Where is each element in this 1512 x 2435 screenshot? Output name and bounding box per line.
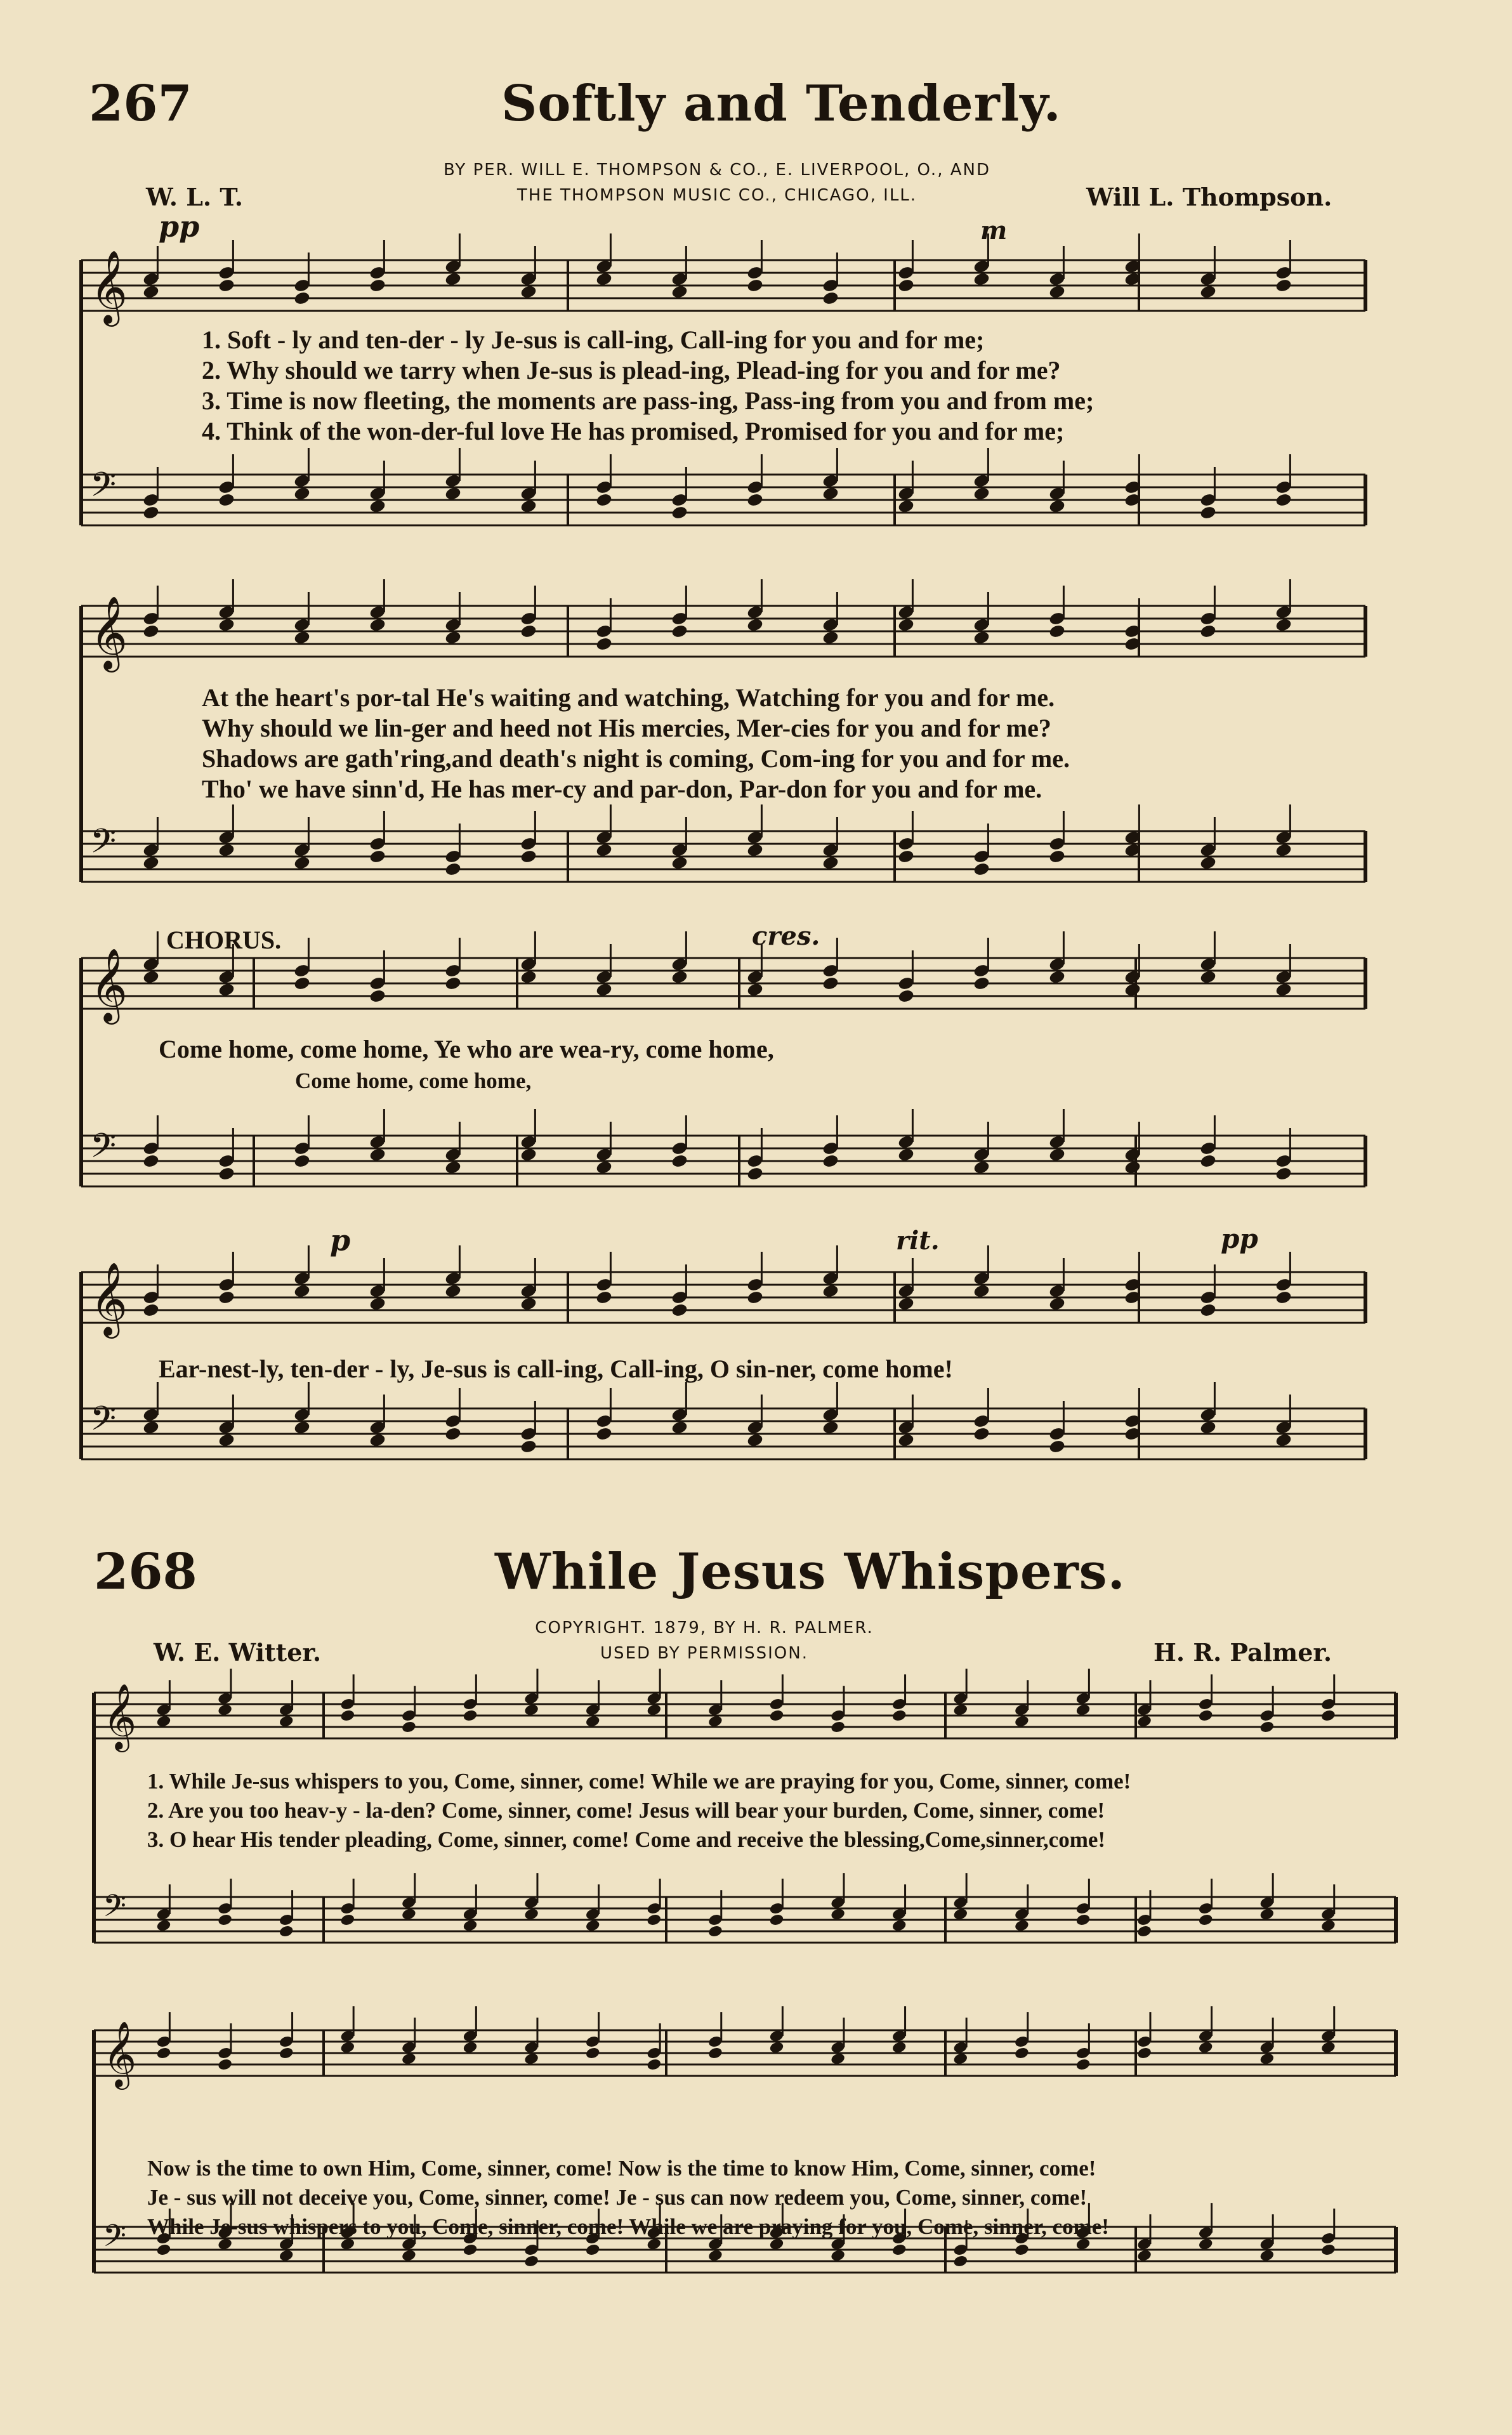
note-head — [293, 630, 311, 645]
note-head — [1048, 499, 1066, 514]
note-head — [520, 1147, 537, 1162]
note-head — [1136, 2046, 1152, 2059]
note-head — [218, 617, 235, 633]
note-head — [952, 1703, 968, 1716]
note-head — [830, 1907, 846, 1920]
note-head — [218, 278, 235, 293]
note-head — [822, 291, 839, 306]
treble-clef-icon: 𝄞 — [103, 2021, 137, 2087]
note-head — [1275, 617, 1292, 633]
note-head — [339, 1709, 355, 1722]
note-head — [1199, 969, 1217, 985]
note-head — [585, 2243, 601, 2256]
note-head — [671, 624, 688, 639]
note-head — [339, 1913, 355, 1926]
note-head — [156, 1714, 172, 1728]
note-head — [218, 843, 235, 858]
note-head — [822, 486, 839, 501]
chorus-line-1-bass: Come home, come home, — [295, 1068, 532, 1093]
note-head — [595, 272, 613, 287]
note-head — [1275, 1166, 1292, 1181]
note-head — [830, 2052, 846, 2065]
note-head — [444, 1426, 462, 1441]
note-head — [1014, 2046, 1030, 2059]
note-head — [1136, 1924, 1152, 1938]
note-head — [897, 1147, 915, 1162]
note-head — [746, 1433, 764, 1448]
note-head — [1259, 2248, 1275, 2262]
note-head — [1048, 1439, 1066, 1454]
note-head — [217, 1913, 233, 1926]
hymn268-verse-3-line-a: 3. O hear His tender pleading, Come, sinner, come! Come and receive the blessing,Come,sinner,come! — [147, 1827, 1106, 1852]
note-head — [279, 2046, 294, 2059]
dynamic-p: p — [330, 1223, 351, 1257]
note-head — [1199, 855, 1217, 870]
note-head — [671, 1303, 688, 1318]
dynamic-pp: pp — [159, 209, 200, 244]
note-head — [1075, 1703, 1091, 1716]
note-head — [293, 1283, 311, 1299]
note-head — [217, 1703, 233, 1716]
note-head — [369, 1147, 386, 1162]
note-head — [463, 1709, 478, 1722]
verse-3-line-b: Shadows are gath'ring,and death's night is coming, Com-ing for you and for me. — [202, 744, 1070, 773]
note-head — [1014, 1714, 1030, 1728]
note-head — [1048, 624, 1066, 639]
note-head — [891, 2243, 907, 2256]
verse-1-line-a: 1. Soft - ly and ten-der - ly Je-sus is call-ing, Call-ing for you and for me; — [202, 325, 985, 354]
note-head — [339, 2040, 355, 2054]
note-head — [520, 284, 537, 299]
bass-clef-icon: 𝄢 — [90, 1127, 117, 1174]
copyright-268 — [482, 1615, 926, 1666]
note-head — [1320, 1709, 1336, 1722]
note-head — [369, 988, 386, 1004]
hymn268-verse-1-line-a: 1. While Je-sus whispers to you, Come, sinner, come! While we are praying for you, Come, sinner, come! — [147, 1769, 1131, 1794]
copyright-line-1: COPYRIGHT. 1879, BY H. R. PALMER. — [535, 1618, 874, 1638]
note-head — [293, 1420, 311, 1435]
note-head — [1014, 2243, 1030, 2256]
note-head — [707, 2046, 723, 2059]
note-head — [369, 278, 386, 293]
note-head — [1198, 1709, 1214, 1722]
note-head — [595, 492, 613, 508]
dynamic-m: m — [980, 216, 1008, 246]
verse-4-line-a: 4. Think of the won-der-ful love He has promised, Promised for you and for me; — [202, 417, 1065, 445]
note-head — [523, 1703, 539, 1716]
treble-clef-icon: 𝄞 — [90, 595, 128, 669]
lyricist-267: W. L. T. — [146, 183, 244, 211]
note-head — [279, 2248, 294, 2262]
note-head — [1014, 1919, 1030, 1932]
note-head — [671, 1420, 688, 1435]
verse-3-line-a: 3. Time is now fleeting, the moments are pass-ing, Pass-ing from you and from me; — [202, 386, 1095, 415]
bass-clef-icon: 𝄢 — [103, 2218, 127, 2261]
verse-2-line-b: Why should we lin-ger and heed not His mercies, Mer-cies for you and for me? — [202, 714, 1051, 742]
hymn-title-267: Softly and Tenderly. — [501, 75, 1062, 133]
note-head — [585, 1919, 601, 1932]
note-head — [707, 2248, 723, 2262]
note-head — [1136, 1714, 1152, 1728]
note-head — [1198, 2237, 1214, 2250]
copyright-line-1: BY PER. WILL E. THOMPSON & CO., E. LIVERPOOL, O., AND — [444, 161, 990, 180]
note-head — [595, 1290, 613, 1305]
note-head — [444, 862, 462, 877]
chorus-line-1: Come home, come home, Ye who are wea-ry, come home, — [159, 1035, 774, 1063]
note-head — [1320, 2243, 1336, 2256]
note-head — [1275, 843, 1292, 858]
note-head — [897, 499, 915, 514]
note-head — [520, 499, 537, 514]
note-head — [1124, 982, 1141, 997]
verse-4-line-b: Tho' we have sinn'd, He has mer-cy and par-don, Par-don for you and for me. — [202, 775, 1042, 803]
note-head — [646, 1913, 662, 1926]
note-head — [707, 1924, 723, 1938]
note-head — [1048, 1296, 1066, 1311]
note-head — [1048, 849, 1066, 864]
note-head — [293, 291, 311, 306]
note-head — [897, 278, 915, 293]
note-head — [671, 855, 688, 870]
note-head — [897, 988, 915, 1004]
note-head — [218, 1433, 235, 1448]
treble-clef-icon: 𝄞 — [103, 1683, 137, 1750]
note-head — [952, 1907, 968, 1920]
note-head — [520, 1439, 537, 1454]
note-head — [1048, 1147, 1066, 1162]
note-head — [142, 1153, 160, 1169]
note-head — [897, 617, 915, 633]
note-head — [1048, 284, 1066, 299]
note-head — [891, 2040, 907, 2054]
note-head — [585, 2046, 601, 2059]
note-head — [156, 1919, 172, 1932]
note-head — [218, 1290, 235, 1305]
note-head — [595, 982, 613, 997]
note-head — [1199, 1420, 1217, 1435]
note-head — [293, 855, 311, 870]
chorus-label: CHORUS. — [166, 926, 282, 954]
note-head — [523, 2052, 539, 2065]
note-head — [1199, 505, 1217, 520]
note-head — [595, 1160, 613, 1175]
verse-1-line-b: At the heart's por-tal He's waiting and watching, Watching for you and for me. — [202, 683, 1055, 712]
note-head — [1199, 1303, 1217, 1318]
note-head — [142, 624, 160, 639]
note-head — [585, 1714, 601, 1728]
note-head — [1275, 492, 1292, 508]
note-head — [952, 2052, 968, 2065]
note-head — [822, 976, 839, 991]
note-head — [142, 969, 160, 985]
note-head — [822, 1283, 839, 1299]
note-head — [1124, 1160, 1141, 1175]
note-head — [1199, 624, 1217, 639]
note-head — [142, 855, 160, 870]
hymn268-verse-2-line-b: Je - sus will not deceive you, Come, sinner, come! Je - sus can now redeem you, Come, sinner, come! — [147, 2185, 1088, 2210]
note-head — [646, 2058, 662, 2071]
note-head — [1048, 969, 1066, 985]
bass-clef-icon: 𝄢 — [103, 1888, 127, 1931]
dynamic-pp-end: pp — [1221, 1223, 1258, 1254]
note-head — [769, 2040, 785, 2054]
note-head — [595, 843, 613, 858]
note-head — [1136, 2248, 1152, 2262]
note-head — [891, 1919, 907, 1932]
note-head — [973, 862, 990, 877]
note-head — [520, 1296, 537, 1311]
note-head — [156, 2046, 172, 2059]
note-head — [973, 272, 990, 287]
note-head — [1275, 1290, 1292, 1305]
note-head — [952, 2254, 968, 2268]
note-head — [1320, 2040, 1336, 2054]
note-head — [218, 982, 235, 997]
note-head — [156, 2243, 172, 2256]
note-head — [463, 2040, 478, 2054]
note-head — [830, 1720, 846, 1733]
note-head — [973, 976, 990, 991]
note-head — [830, 2248, 846, 2262]
note-head — [973, 630, 990, 645]
copyright-267 — [381, 157, 1053, 208]
note-head — [822, 855, 839, 870]
treble-clef-icon: 𝄞 — [90, 947, 128, 1021]
note-head — [401, 2052, 417, 2065]
note-head — [595, 1426, 613, 1441]
copyright-line-2: USED BY PERMISSION. — [600, 1644, 808, 1663]
note-head — [444, 1283, 462, 1299]
note-head — [1198, 2040, 1214, 2054]
note-head — [897, 849, 915, 864]
note-head — [822, 630, 839, 645]
hymn-number-268: 268 — [94, 1543, 197, 1601]
note-head — [293, 486, 311, 501]
note-head — [769, 1913, 785, 1926]
note-head — [444, 486, 462, 501]
note-head — [646, 1703, 662, 1716]
note-head — [595, 636, 613, 652]
note-head — [746, 278, 764, 293]
note-head — [822, 1420, 839, 1435]
note-head — [369, 1433, 386, 1448]
note-head — [217, 2058, 233, 2071]
treble-clef-icon: 𝄞 — [90, 1261, 128, 1336]
note-head — [746, 982, 764, 997]
note-head — [746, 1166, 764, 1181]
note-head — [401, 1907, 417, 1920]
note-head — [1075, 2058, 1091, 2071]
note-head — [973, 1426, 990, 1441]
verse-2-line-a: 2. Why should we tarry when Je-sus is plead-ing, Plead-ing for you and for me? — [202, 356, 1061, 384]
note-head — [520, 969, 537, 985]
bass-clef-icon: 𝄢 — [90, 466, 117, 513]
note-head — [671, 969, 688, 985]
note-head — [897, 1296, 915, 1311]
note-head — [523, 1907, 539, 1920]
note-head — [1199, 1153, 1217, 1169]
note-head — [293, 1153, 311, 1169]
note-head — [1275, 278, 1292, 293]
note-head — [444, 1160, 462, 1175]
note-head — [520, 849, 537, 864]
note-head — [891, 1709, 907, 1722]
note-head — [401, 2248, 417, 2262]
note-head — [279, 1714, 294, 1728]
note-head — [1275, 982, 1292, 997]
note-head — [1275, 1433, 1292, 1448]
hymn-title-268: While Jesus Whispers. — [495, 1543, 1126, 1601]
note-head — [444, 272, 462, 287]
note-head — [142, 1420, 160, 1435]
bass-clef-icon: 𝄢 — [90, 822, 117, 869]
note-head — [401, 1720, 417, 1733]
note-head — [520, 624, 537, 639]
note-head — [1199, 284, 1217, 299]
note-head — [369, 617, 386, 633]
note-head — [973, 1283, 990, 1299]
note-head — [1259, 1720, 1275, 1733]
note-head — [1198, 1913, 1214, 1926]
note-head — [1075, 1913, 1091, 1926]
chorus-line-2: Ear-nest-ly, ten-der - ly, Je-sus is call-ing, Call-ing, O sin-ner, come home! — [159, 1355, 953, 1383]
hymn268-verse-1-line-b: Now is the time to own Him, Come, sinner, come! Now is the time to know Him, Come, sinner, come! — [147, 2156, 1096, 2181]
dynamic-cres: cres. — [752, 921, 820, 951]
lyricist-268: W. E. Witter. — [154, 1638, 322, 1667]
hymn268-verse-3-line-b: While Je-sus whispers to you, Come, sinner, come! While we are praying for you, Come, sinner, come! — [147, 2214, 1109, 2239]
note-head — [369, 849, 386, 864]
hymn-number-267: 267 — [89, 75, 192, 133]
note-head — [671, 505, 688, 520]
note-head — [746, 492, 764, 508]
note-head — [293, 976, 311, 991]
treble-clef-icon: 𝄞 — [90, 249, 128, 324]
note-head — [1320, 1919, 1336, 1932]
note-head — [444, 976, 462, 991]
note-head — [369, 1296, 386, 1311]
note-head — [142, 505, 160, 520]
note-head — [973, 1160, 990, 1175]
note-head — [218, 1166, 235, 1181]
note-head — [671, 284, 688, 299]
note-head — [707, 1714, 723, 1728]
note-head — [142, 1303, 160, 1318]
composer-268: H. R. Palmer. — [1154, 1638, 1332, 1667]
note-head — [1259, 1907, 1275, 1920]
note-head — [444, 630, 462, 645]
note-head — [897, 1433, 915, 1448]
note-head — [769, 1709, 785, 1722]
note-head — [973, 486, 990, 501]
note-head — [463, 2243, 478, 2256]
note-head — [822, 1153, 839, 1169]
copyright-line-2: THE THOMPSON MUSIC CO., CHICAGO, ILL. — [516, 186, 917, 205]
note-head — [746, 617, 764, 633]
note-head — [746, 1290, 764, 1305]
note-head — [142, 284, 160, 299]
note-head — [1259, 2052, 1275, 2065]
note-head — [523, 2254, 539, 2268]
tempo-rit: rit. — [896, 1226, 940, 1256]
note-head — [369, 499, 386, 514]
bass-clef-icon: 𝄢 — [90, 1400, 117, 1447]
hymn268-verse-2-line-a: 2. Are you too heav-y - la-den? Come, sinner, come! Jesus will bear your burden, Come, sinner, come! — [147, 1798, 1105, 1823]
composer-267: Will L. Thompson. — [1086, 183, 1332, 211]
note-head — [671, 1153, 688, 1169]
note-head — [746, 843, 764, 858]
note-head — [463, 1919, 478, 1932]
note-head — [279, 1924, 294, 1938]
note-head — [218, 492, 235, 508]
